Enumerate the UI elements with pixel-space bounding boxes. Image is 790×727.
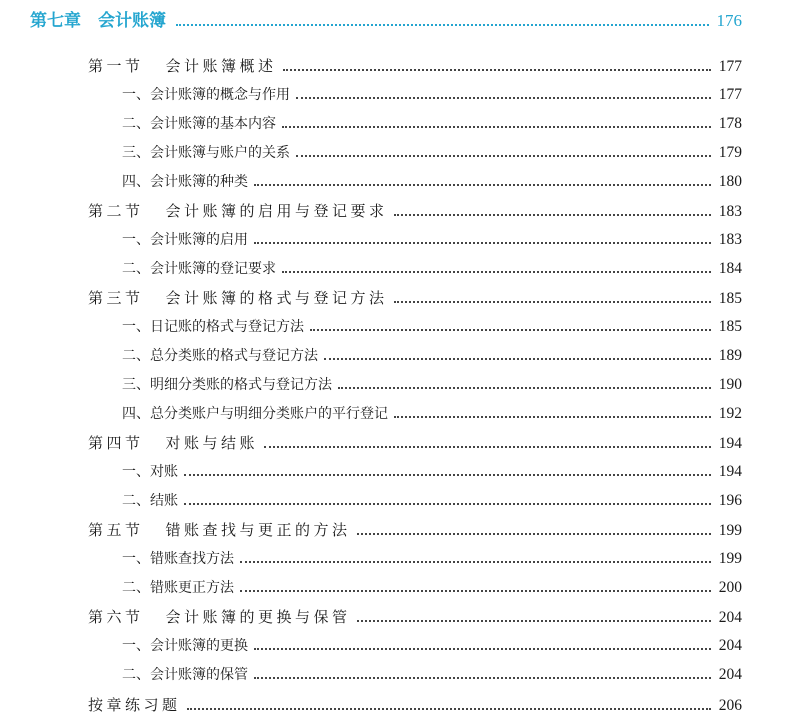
dot-leader: [184, 503, 711, 505]
toc-item-entry[interactable]: [122, 229, 742, 251]
entry-title: 一、日记账的格式与登记方法: [122, 319, 304, 335]
dot-leader: [254, 184, 711, 186]
entry-title: 二、结账: [122, 493, 178, 509]
toc-section-entry[interactable]: [88, 432, 742, 454]
dot-leader: [282, 126, 711, 128]
entry-title: 二、会计账簿的登记要求: [122, 261, 276, 277]
entry-title: 会计账簿的格式与登记方法: [165, 289, 388, 307]
entry-title: 二、总分类账的格式与登记方法: [122, 348, 318, 364]
toc-item-entry[interactable]: [122, 548, 742, 570]
dot-leader: [240, 561, 711, 563]
entry-page-number: 196: [718, 492, 742, 509]
dot-leader: [394, 301, 711, 303]
dot-leader: [282, 271, 711, 273]
entry-title: 会计账簿的更换与保管: [165, 608, 351, 626]
chapter-page: 176: [716, 11, 742, 30]
dot-leader: [254, 677, 711, 679]
entry-page-number: 190: [718, 376, 742, 393]
toc-item-entry[interactable]: [122, 113, 742, 135]
chapter-heading[interactable]: [30, 6, 742, 32]
entry-title: 三、会计账簿与账户的关系: [122, 145, 290, 161]
toc-section-entry[interactable]: [88, 519, 742, 541]
section-number: 第二节: [88, 202, 144, 220]
entry-title: 一、对账: [122, 464, 178, 480]
entry-page-number: 194: [718, 463, 742, 480]
entry-page-number: 199: [718, 522, 742, 539]
toc-item-entry[interactable]: [122, 635, 742, 657]
entry-page-number: 204: [718, 666, 742, 683]
section-number: 第三节: [88, 289, 144, 307]
entry-page-number: 200: [718, 579, 742, 596]
dot-leader: [283, 69, 711, 71]
dot-leader: [394, 416, 711, 418]
section-number: 第六节: [88, 608, 144, 626]
dot-leader: [264, 446, 711, 448]
dot-leader: [176, 24, 709, 26]
dot-leader: [357, 533, 711, 535]
entry-page-number: 180: [718, 173, 742, 190]
entry-page-number: 184: [718, 260, 742, 277]
dot-leader: [357, 620, 711, 622]
entry-page-number: 183: [718, 231, 742, 248]
section-number: 第四节: [88, 434, 144, 452]
dot-leader: [394, 214, 711, 216]
chapter-title: 第七章 会计账簿: [30, 11, 166, 31]
entry-title: 二、会计账簿的基本内容: [122, 116, 276, 132]
toc-item-entry[interactable]: [122, 490, 742, 512]
entry-page-number: 185: [718, 290, 742, 307]
dot-leader: [310, 329, 711, 331]
entry-page-number: 177: [718, 58, 742, 75]
dot-leader: [296, 155, 711, 157]
entry-page-number: 204: [718, 609, 742, 626]
entry-page-number: 206: [718, 697, 742, 714]
dot-leader: [240, 590, 711, 592]
entry-page-number: 183: [718, 203, 742, 220]
dot-leader: [254, 648, 711, 650]
dot-leader: [338, 387, 711, 389]
section-number: 第五节: [88, 521, 144, 539]
entry-title: 二、错账更正方法: [122, 580, 234, 596]
entry-title: 对账与结账: [165, 434, 259, 452]
entry-page-number: 178: [718, 115, 742, 132]
toc-item-entry[interactable]: [122, 664, 742, 686]
entry-title: 一、会计账簿的启用: [122, 232, 248, 248]
entry-title: 三、明细分类账的格式与登记方法: [122, 377, 332, 393]
entry-page-number: 179: [718, 144, 742, 161]
toc-item-entry[interactable]: [122, 577, 742, 599]
toc-section-entry[interactable]: [88, 287, 742, 309]
toc-section-entry[interactable]: [88, 606, 742, 628]
dot-leader: [254, 242, 711, 244]
entry-title: 按章练习题: [88, 696, 181, 714]
dot-leader: [296, 97, 711, 99]
toc-item-entry[interactable]: [122, 258, 742, 280]
entry-title: 错账查找与更正的方法: [165, 521, 351, 539]
dot-leader: [184, 474, 711, 476]
entry-page-number: 189: [718, 347, 742, 364]
toc-item-entry[interactable]: [122, 316, 742, 338]
entry-title: 二、会计账簿的保管: [122, 667, 248, 683]
toc-item-entry[interactable]: [122, 403, 742, 425]
section-number: 第一节: [88, 57, 144, 75]
entry-title: 会计账簿的启用与登记要求: [165, 202, 388, 220]
toc-item-entry[interactable]: [122, 171, 742, 193]
toc-item-entry[interactable]: [122, 461, 742, 483]
entry-page-number: 192: [718, 405, 742, 422]
dot-leader: [324, 358, 711, 360]
toc-section-entry[interactable]: [88, 694, 742, 716]
entry-page-number: 199: [718, 550, 742, 567]
toc-item-entry[interactable]: [122, 84, 742, 106]
entry-page-number: 204: [718, 637, 742, 654]
toc-section-entry[interactable]: [88, 55, 742, 77]
entry-title: 四、会计账簿的种类: [122, 174, 248, 190]
toc-section-entry[interactable]: [88, 200, 742, 222]
toc-item-entry[interactable]: [122, 345, 742, 367]
entry-title: 四、总分类账户与明细分类账户的平行登记: [122, 406, 388, 422]
entry-title: 一、会计账簿的更换: [122, 638, 248, 654]
entry-title: 一、错账查找方法: [122, 551, 234, 567]
entry-page-number: 194: [718, 435, 742, 452]
entry-page-number: 177: [718, 86, 742, 103]
entry-page-number: 185: [718, 318, 742, 335]
toc-item-entry[interactable]: [122, 142, 742, 164]
toc-item-entry[interactable]: [122, 374, 742, 396]
entry-title: 一、会计账簿的概念与作用: [122, 87, 290, 103]
dot-leader: [187, 708, 711, 710]
entry-title: 会计账簿概述: [165, 57, 277, 75]
